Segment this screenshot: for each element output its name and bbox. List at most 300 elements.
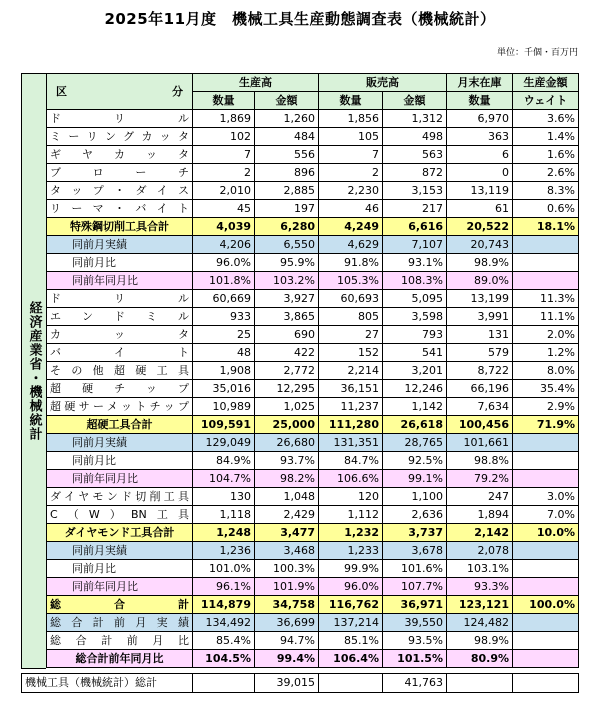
table-cell: 12,246 — [383, 380, 447, 398]
table-cell: 563 — [383, 146, 447, 164]
table-cell: 84.7% — [319, 452, 383, 470]
table-cell: 99.1% — [383, 470, 447, 488]
header-production-amount: 金額 — [255, 92, 319, 110]
row-label-text: ギヤカッタ — [50, 148, 189, 161]
table-cell — [513, 470, 579, 488]
table-cell: 104.7% — [193, 470, 255, 488]
table-cell: 579 — [447, 344, 513, 362]
table-row — [47, 596, 579, 614]
row-label-text: 超硬チップ — [50, 382, 189, 395]
table-cell: 61 — [447, 200, 513, 218]
table-cell: 1,233 — [319, 542, 383, 560]
table-cell: 3,201 — [383, 362, 447, 380]
table-cell: 793 — [383, 326, 447, 344]
row-label-text: タップ・ダイス — [50, 184, 189, 197]
table-cell: 1,908 — [193, 362, 255, 380]
table-cell: 134,492 — [193, 614, 255, 632]
table-cell: 35.4% — [513, 380, 579, 398]
row-label — [47, 488, 193, 506]
table-cell: 20,522 — [447, 218, 513, 236]
table-cell: 39,550 — [383, 614, 447, 632]
table-cell: 8,722 — [447, 362, 513, 380]
table-cell: 556 — [255, 146, 319, 164]
table-body — [47, 110, 579, 668]
table-cell: 247 — [447, 488, 513, 506]
side-label-cell — [21, 73, 46, 669]
table-row — [47, 218, 579, 236]
table-cell: 85.4% — [193, 632, 255, 650]
row-label — [47, 200, 193, 218]
table-cell: 93.7% — [255, 452, 319, 470]
table-cell: 10,989 — [193, 398, 255, 416]
table-cell: 933 — [193, 308, 255, 326]
table-cell: 101,661 — [447, 434, 513, 452]
table-cell: 116,762 — [319, 596, 383, 614]
row-label — [47, 272, 193, 290]
table-cell: 93.1% — [383, 254, 447, 272]
row-label-text: 超硬サーメットチップ — [50, 400, 189, 413]
row-label-text: ブローチ — [50, 166, 189, 179]
table-cell: 98.9% — [447, 632, 513, 650]
table-cell: 5,095 — [383, 290, 447, 308]
summary-label: 機械工具（機械統計）総計 — [22, 674, 193, 693]
table-cell: 85.1% — [319, 632, 383, 650]
row-label — [47, 596, 193, 614]
row-label — [47, 110, 193, 128]
table-cell: 101.6% — [383, 560, 447, 578]
table-cell: 1,118 — [193, 506, 255, 524]
table-cell: 1,248 — [193, 524, 255, 542]
table-cell: 46 — [319, 200, 383, 218]
table-row — [47, 560, 579, 578]
table-cell: 3,153 — [383, 182, 447, 200]
table-cell: 3.6% — [513, 110, 579, 128]
summary-cell — [193, 674, 255, 693]
table-cell: 2,772 — [255, 362, 319, 380]
table-cell: 4,039 — [193, 218, 255, 236]
row-label — [47, 164, 193, 182]
table-cell: 36,971 — [383, 596, 447, 614]
table-cell: 11.1% — [513, 308, 579, 326]
table-cell: 13,119 — [447, 182, 513, 200]
table-cell: 2,885 — [255, 182, 319, 200]
table-row — [47, 650, 579, 668]
table-cell — [513, 560, 579, 578]
table-cell: 27 — [319, 326, 383, 344]
table-cell: 3,678 — [383, 542, 447, 560]
row-label-text: 同前月実績 — [72, 544, 127, 557]
header-production-qty: 数量 — [193, 92, 255, 110]
table-row — [47, 416, 579, 434]
row-label — [47, 434, 193, 452]
table-cell: 36,151 — [319, 380, 383, 398]
row-label-text: 総合計前月比 — [50, 634, 189, 647]
table-row — [47, 146, 579, 164]
table-cell: 152 — [319, 344, 383, 362]
row-label-text: ドリル — [50, 112, 189, 125]
table-cell: 3,598 — [383, 308, 447, 326]
table-cell: 100.3% — [255, 560, 319, 578]
table-cell: 498 — [383, 128, 447, 146]
table-row — [47, 128, 579, 146]
header-weight: 生産金額 — [513, 74, 579, 92]
table-row — [47, 614, 579, 632]
table-cell: 104.5% — [193, 650, 255, 668]
table-cell: 2,636 — [383, 506, 447, 524]
row-label-text: ダイヤモンド工具合計 — [64, 526, 175, 539]
table-cell: 80.9% — [447, 650, 513, 668]
table-cell: 131 — [447, 326, 513, 344]
row-label-text: 同前月比 — [72, 562, 116, 575]
header-sales-amount: 金額 — [383, 92, 447, 110]
table-row — [47, 308, 579, 326]
table-cell — [513, 272, 579, 290]
table-cell: 2,142 — [447, 524, 513, 542]
row-label-text: 総合計 — [50, 598, 189, 611]
row-label-text: 同前年同月比 — [72, 472, 138, 485]
table-cell: 4,249 — [319, 218, 383, 236]
row-label — [47, 380, 193, 398]
table-cell: 100.0% — [513, 596, 579, 614]
table-cell: 48 — [193, 344, 255, 362]
row-label — [47, 650, 193, 668]
table-cell: 7,634 — [447, 398, 513, 416]
table-cell: 79.2% — [447, 470, 513, 488]
row-label-text: 特殊鋼切削工具合計 — [70, 220, 169, 233]
row-label-text: 超硬工具合計 — [86, 418, 153, 431]
table-cell: 103.2% — [255, 272, 319, 290]
row-label-text: バイト — [50, 346, 189, 359]
table-cell: 98.2% — [255, 470, 319, 488]
table-cell: 872 — [383, 164, 447, 182]
table-cell: 3.0% — [513, 488, 579, 506]
row-label — [47, 182, 193, 200]
table-row — [47, 398, 579, 416]
table-cell: 108.3% — [383, 272, 447, 290]
table-cell: 2,230 — [319, 182, 383, 200]
table-row — [47, 524, 579, 542]
table-cell: 106.6% — [319, 470, 383, 488]
table-cell — [513, 542, 579, 560]
table-cell: 105 — [319, 128, 383, 146]
table-row — [47, 578, 579, 596]
table-cell: 98.9% — [447, 254, 513, 272]
row-label — [47, 398, 193, 416]
table-cell — [513, 614, 579, 632]
table-cell — [513, 254, 579, 272]
table-cell: 101.0% — [193, 560, 255, 578]
statistics-table — [46, 73, 579, 668]
table-cell: 4,206 — [193, 236, 255, 254]
table-cell: 0.6% — [513, 200, 579, 218]
table-cell: 107.7% — [383, 578, 447, 596]
table-cell: 1,025 — [255, 398, 319, 416]
table-cell: 2 — [319, 164, 383, 182]
row-label — [47, 452, 193, 470]
table-row — [47, 542, 579, 560]
table-cell: 11,237 — [319, 398, 383, 416]
table-cell: 35,016 — [193, 380, 255, 398]
table-cell: 20,743 — [447, 236, 513, 254]
table-cell: 690 — [255, 326, 319, 344]
table-cell: 101.8% — [193, 272, 255, 290]
table-cell: 137,214 — [319, 614, 383, 632]
row-label — [47, 542, 193, 560]
row-label — [47, 632, 193, 650]
table-row — [47, 362, 579, 380]
table-cell: 1,232 — [319, 524, 383, 542]
table-cell: 109,591 — [193, 416, 255, 434]
table-row — [47, 182, 579, 200]
table-cell: 2.9% — [513, 398, 579, 416]
row-label-text: C（W）BN工具 — [50, 508, 189, 521]
table-row — [47, 488, 579, 506]
table-cell: 8.3% — [513, 182, 579, 200]
summary-row — [22, 674, 579, 693]
table-cell: 129,049 — [193, 434, 255, 452]
table-cell: 91.8% — [319, 254, 383, 272]
table-cell: 2 — [193, 164, 255, 182]
row-label — [47, 416, 193, 434]
row-label — [47, 326, 193, 344]
table-cell: 103.1% — [447, 560, 513, 578]
row-label-text: 同前月比 — [72, 256, 116, 269]
row-label — [47, 362, 193, 380]
table-cell: 2,078 — [447, 542, 513, 560]
table-cell: 7,107 — [383, 236, 447, 254]
table-cell: 6,616 — [383, 218, 447, 236]
table-cell: 1,312 — [383, 110, 447, 128]
table-cell: 422 — [255, 344, 319, 362]
table-cell: 1,260 — [255, 110, 319, 128]
table-cell: 1,100 — [383, 488, 447, 506]
table-cell: 6,280 — [255, 218, 319, 236]
table-cell: 124,482 — [447, 614, 513, 632]
table-cell: 2,429 — [255, 506, 319, 524]
row-label-text: カッタ — [50, 328, 189, 341]
table-cell: 1,856 — [319, 110, 383, 128]
summary-table — [21, 673, 579, 693]
row-label — [47, 218, 193, 236]
table-row — [47, 254, 579, 272]
row-label-text: 同前月実績 — [72, 238, 127, 251]
table-cell: 1,142 — [383, 398, 447, 416]
table-cell: 120 — [319, 488, 383, 506]
table-cell: 96.0% — [319, 578, 383, 596]
table-cell: 105.3% — [319, 272, 383, 290]
table-cell: 60,669 — [193, 290, 255, 308]
row-label-text: その他超硬工具 — [50, 364, 189, 377]
table-cell — [513, 434, 579, 452]
row-label — [47, 524, 193, 542]
table-cell: 111,280 — [319, 416, 383, 434]
table-cell — [513, 578, 579, 596]
table-cell: 94.7% — [255, 632, 319, 650]
page-title: 2025年11月度 機械工具生産動態調査表（機械統計） — [104, 10, 496, 28]
table-cell: 484 — [255, 128, 319, 146]
table-row — [47, 380, 579, 398]
table-cell: 3,927 — [255, 290, 319, 308]
table-cell: 131,351 — [319, 434, 383, 452]
row-label — [47, 236, 193, 254]
table-row — [47, 164, 579, 182]
table-row — [47, 290, 579, 308]
row-label-text: 総合計前月実績 — [50, 616, 189, 629]
row-label — [47, 254, 193, 272]
table-cell: 89.0% — [447, 272, 513, 290]
table-cell: 13,199 — [447, 290, 513, 308]
row-label — [47, 128, 193, 146]
table-cell: 98.8% — [447, 452, 513, 470]
row-label — [47, 146, 193, 164]
row-label — [47, 344, 193, 362]
table-cell: 896 — [255, 164, 319, 182]
row-label — [47, 470, 193, 488]
header-production: 生産高 — [193, 74, 319, 92]
table-cell: 28,765 — [383, 434, 447, 452]
table-cell: 1.6% — [513, 146, 579, 164]
table-cell: 93.3% — [447, 578, 513, 596]
table-cell: 363 — [447, 128, 513, 146]
table-cell: 805 — [319, 308, 383, 326]
table-cell: 18.1% — [513, 218, 579, 236]
table-cell: 1,048 — [255, 488, 319, 506]
table-cell: 100,456 — [447, 416, 513, 434]
table-cell: 11.3% — [513, 290, 579, 308]
row-label — [47, 506, 193, 524]
table-cell: 6,550 — [255, 236, 319, 254]
table-cell: 7 — [193, 146, 255, 164]
header-sales: 販売高 — [319, 74, 447, 92]
table-row — [47, 470, 579, 488]
header-category: 区 分 — [47, 74, 193, 110]
table-cell: 25,000 — [255, 416, 319, 434]
row-label — [47, 308, 193, 326]
table-cell: 114,879 — [193, 596, 255, 614]
table-cell: 34,758 — [255, 596, 319, 614]
summary-cell — [447, 674, 513, 693]
row-label-text: 同前月実績 — [72, 436, 127, 449]
header-inventory-qty: 数量 — [447, 92, 513, 110]
table-cell — [513, 632, 579, 650]
table-row — [47, 272, 579, 290]
table-cell: 102 — [193, 128, 255, 146]
table-cell: 3,865 — [255, 308, 319, 326]
table-cell: 7.0% — [513, 506, 579, 524]
row-label — [47, 290, 193, 308]
table-cell: 71.9% — [513, 416, 579, 434]
table-cell: 3,477 — [255, 524, 319, 542]
table-row — [47, 344, 579, 362]
summary-cell: 39,015 — [255, 674, 319, 693]
table-cell: 1.4% — [513, 128, 579, 146]
table-cell: 1,869 — [193, 110, 255, 128]
table-cell: 96.1% — [193, 578, 255, 596]
row-label-text: 同前年同月比 — [72, 274, 138, 287]
table-row — [47, 632, 579, 650]
table-row — [47, 236, 579, 254]
table-cell: 1,112 — [319, 506, 383, 524]
table-cell: 45 — [193, 200, 255, 218]
table-cell: 101.5% — [383, 650, 447, 668]
table-cell: 217 — [383, 200, 447, 218]
table-cell: 84.9% — [193, 452, 255, 470]
summary-cell: 41,763 — [383, 674, 447, 693]
header-sales-qty: 数量 — [319, 92, 383, 110]
row-label-text: 同前月比 — [72, 454, 116, 467]
table-cell: 60,693 — [319, 290, 383, 308]
table-cell: 10.0% — [513, 524, 579, 542]
table-cell: 7 — [319, 146, 383, 164]
table-row — [47, 110, 579, 128]
row-label-text: 同前年同月比 — [72, 580, 138, 593]
table-cell: 4,629 — [319, 236, 383, 254]
table-cell: 101.9% — [255, 578, 319, 596]
table-cell: 1,894 — [447, 506, 513, 524]
table-cell: 3,991 — [447, 308, 513, 326]
table-row — [47, 452, 579, 470]
table-cell: 93.5% — [383, 632, 447, 650]
table-cell: 99.9% — [319, 560, 383, 578]
table-cell: 95.9% — [255, 254, 319, 272]
table-cell: 130 — [193, 488, 255, 506]
table-cell: 3,737 — [383, 524, 447, 542]
table-cell: 3,468 — [255, 542, 319, 560]
table-cell: 106.4% — [319, 650, 383, 668]
table-cell: 26,618 — [383, 416, 447, 434]
row-label-text: ドリル — [50, 292, 189, 305]
table-cell: 6,970 — [447, 110, 513, 128]
row-label-text: 総合計前年同月比 — [75, 652, 164, 665]
row-label — [47, 578, 193, 596]
table-cell: 12,295 — [255, 380, 319, 398]
table-cell: 0 — [447, 164, 513, 182]
table-cell: 26,680 — [255, 434, 319, 452]
table-row — [47, 326, 579, 344]
table-row — [47, 200, 579, 218]
table-cell: 2,010 — [193, 182, 255, 200]
row-label-text: ダイヤモンド切削工具 — [50, 490, 189, 503]
row-label — [47, 560, 193, 578]
table-cell: 25 — [193, 326, 255, 344]
header-inventory: 月末在庫 — [447, 74, 513, 92]
unit-note: 単位：千個・百万円 — [496, 48, 578, 58]
table-cell — [513, 452, 579, 470]
table-cell: 197 — [255, 200, 319, 218]
table-cell: 8.0% — [513, 362, 579, 380]
table-row — [47, 434, 579, 452]
summary-cell — [513, 674, 579, 693]
table-cell — [513, 236, 579, 254]
header-weight-sub: ウェイト — [513, 92, 579, 110]
table-row — [47, 506, 579, 524]
table-cell: 6 — [447, 146, 513, 164]
table-cell: 99.4% — [255, 650, 319, 668]
table-cell — [513, 650, 579, 668]
table-cell: 96.0% — [193, 254, 255, 272]
row-label-text: リーマ・バイト — [50, 202, 189, 215]
summary-cell — [319, 674, 383, 693]
table-cell: 66,196 — [447, 380, 513, 398]
table-cell: 1.2% — [513, 344, 579, 362]
side-label: 経済産業省・機械統計 — [26, 301, 42, 441]
table-cell: 2,214 — [319, 362, 383, 380]
table-cell: 2.0% — [513, 326, 579, 344]
row-label-text: ミーリングカッタ — [50, 130, 189, 143]
row-label — [47, 614, 193, 632]
table-cell: 92.5% — [383, 452, 447, 470]
table-cell: 123,121 — [447, 596, 513, 614]
